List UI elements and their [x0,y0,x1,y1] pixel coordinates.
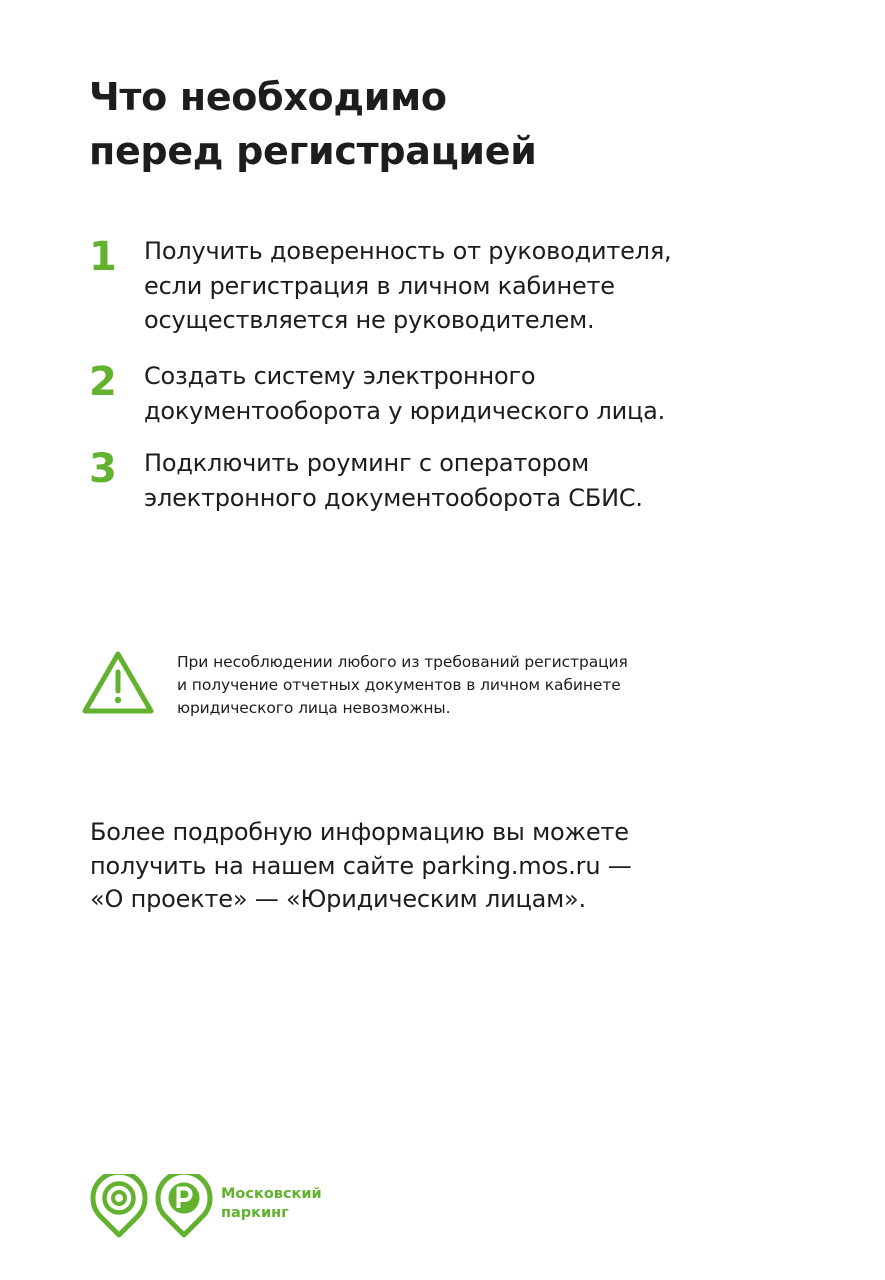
page-title-line: Что необходимо [89,75,447,119]
page-title-line: перед регистрацией [89,129,537,173]
warning-text [177,651,737,720]
step-text [144,359,784,428]
step-text-line: Подключить роуминг с оператором [144,449,590,477]
brand-name [221,1185,322,1223]
step-number: 3 [89,446,117,492]
step-text-line: Создать систему электронного [144,362,536,390]
brand-name-line: паркинг [221,1205,289,1221]
warning-text-line: и получение отчетных документов в личном кабинете [177,676,621,694]
step-number: 2 [89,359,117,405]
step-text-line: осуществляется не руководителем. [144,306,595,334]
warning-notice [82,648,722,728]
more-info-line: «О проекте» — «Юридическим лицам». [90,885,586,913]
more-info-text [90,816,790,917]
step-text-line: электронного документооборота СБИС. [144,483,643,512]
step-number: 1 [89,234,117,280]
more-info-line: Более подробную информацию вы можете [90,818,629,846]
page-title [89,70,789,178]
warning-text-line: юридического лица невозможны. [177,699,451,717]
step-text [144,234,784,338]
brand-name-line: Московский [221,1186,322,1202]
location-pin-icon [90,1174,148,1240]
step-text-line: если регистрация в личном кабинете [144,271,615,300]
footer-logo [90,1172,370,1244]
parking-pin-icon [155,1174,213,1240]
step-text [144,446,784,515]
step-text-line: документооборота у юридического лица. [144,396,666,425]
more-info-line: получить на нашем сайте parking.mos.ru — [90,851,632,880]
warning-triangle-icon [82,650,154,716]
step-text-line: Получить доверенность от руководителя, [144,237,672,265]
warning-text-line: При несоблюдении любого из требований регистрация [177,653,628,671]
